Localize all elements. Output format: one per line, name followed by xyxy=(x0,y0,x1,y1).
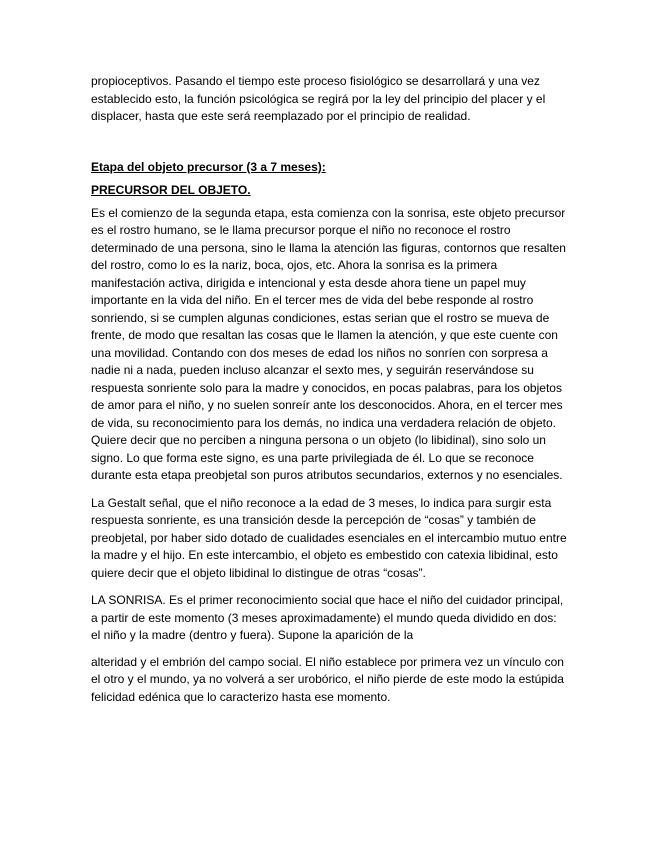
paragraph-intro: propioceptivos. Pasando el tiempo este proceso fisiológico se desarrollará y una vez establecido esto, la función psicológica se regirá por la ley del principio del placer y el displacer, hasta que este será reemplazado por el principio de realidad. xyxy=(91,74,546,123)
paragraph-sonrisa: LA SONRISA. Es el primer reconocimiento social que hace el niño del cuidador principal, a partir de este momento (3 meses aproximadamente) el mundo queda dividido en dos: el niño y la madre (dentro y fuera). Supone la aparición de la xyxy=(91,593,564,642)
paragraph-alteridad: alteridad y el embrión del campo social. El niño establece por primera vez un vínculo con el otro y el mundo, ya no volverá a ser urobórico, el niño pierde de este modo la estúpida felicidad edénica que lo caracterizo hasta ese momento. xyxy=(91,654,564,704)
document-page xyxy=(91,73,569,706)
section-heading-precursor: PRECURSOR DEL OBJETO. xyxy=(91,183,251,197)
paragraph-precursor: Es el comienzo de la segunda etapa, esta comienza con la sonrisa, este objeto precursor es el rostro humano, se le llama precursor porque el niño no reconoce el rostro determinado de una persona, sino le llama la atención las figuras, contornos que resalten del rostro, como lo es la nariz, boca, ojos, etc. Ahora la sonrisa es la primera manifestación activa, dirigida e intencional y esta desde ahora tiene un papel muy importante en la vida del niño. En el tercer mes de vida del bebe responde al rostro sonriendo, si se cumplen algunas condiciones, estas serian que el rostro se mueva de frente, de modo que resaltan las cosas que le llamen la atención, y que este cuente con una movilidad. Contando con dos meses de edad los niños no sonríen con sorpresa a nadie ni a nada, pueden incluso alcanzar el sexto mes, y seguirán reservándose su respuesta sonriente solo para la madre y conocidos, en pocas palabras, para los objetos de amor para el niño, y no suelen sonreír ante los desconocidos. Ahora, en el tercer mes de vida, su reconocimiento para los demás, no indica una verdadera relación de objeto. Quiere decir que no perciben a ninguna persona o un objeto (lo libidinal), sino solo un signo. Lo que forma este signo, es una parte privilegiada de él. Lo que se reconoce durante esta etapa preobjetal son puros atributos secundarios, externos y no esenciales. xyxy=(91,205,566,482)
section-heading-stage: Etapa del objeto precursor (3 a 7 meses): xyxy=(91,159,326,174)
paragraph-gestalt: La Gestalt señal, que el niño reconoce a la edad de 3 meses, lo indica para surgir esta respuesta sonriente, es una transición desde la percepción de “cosas” y también de preobjetal, por haber sido dotado de cualidades esenciales en el intercambio mutuo entre la madre y el hijo. En este intercambio, el objeto es embestido con catexia libidinal, esto quiere decir que el objeto libidinal lo distingue de otras “cosas”. xyxy=(91,495,567,580)
